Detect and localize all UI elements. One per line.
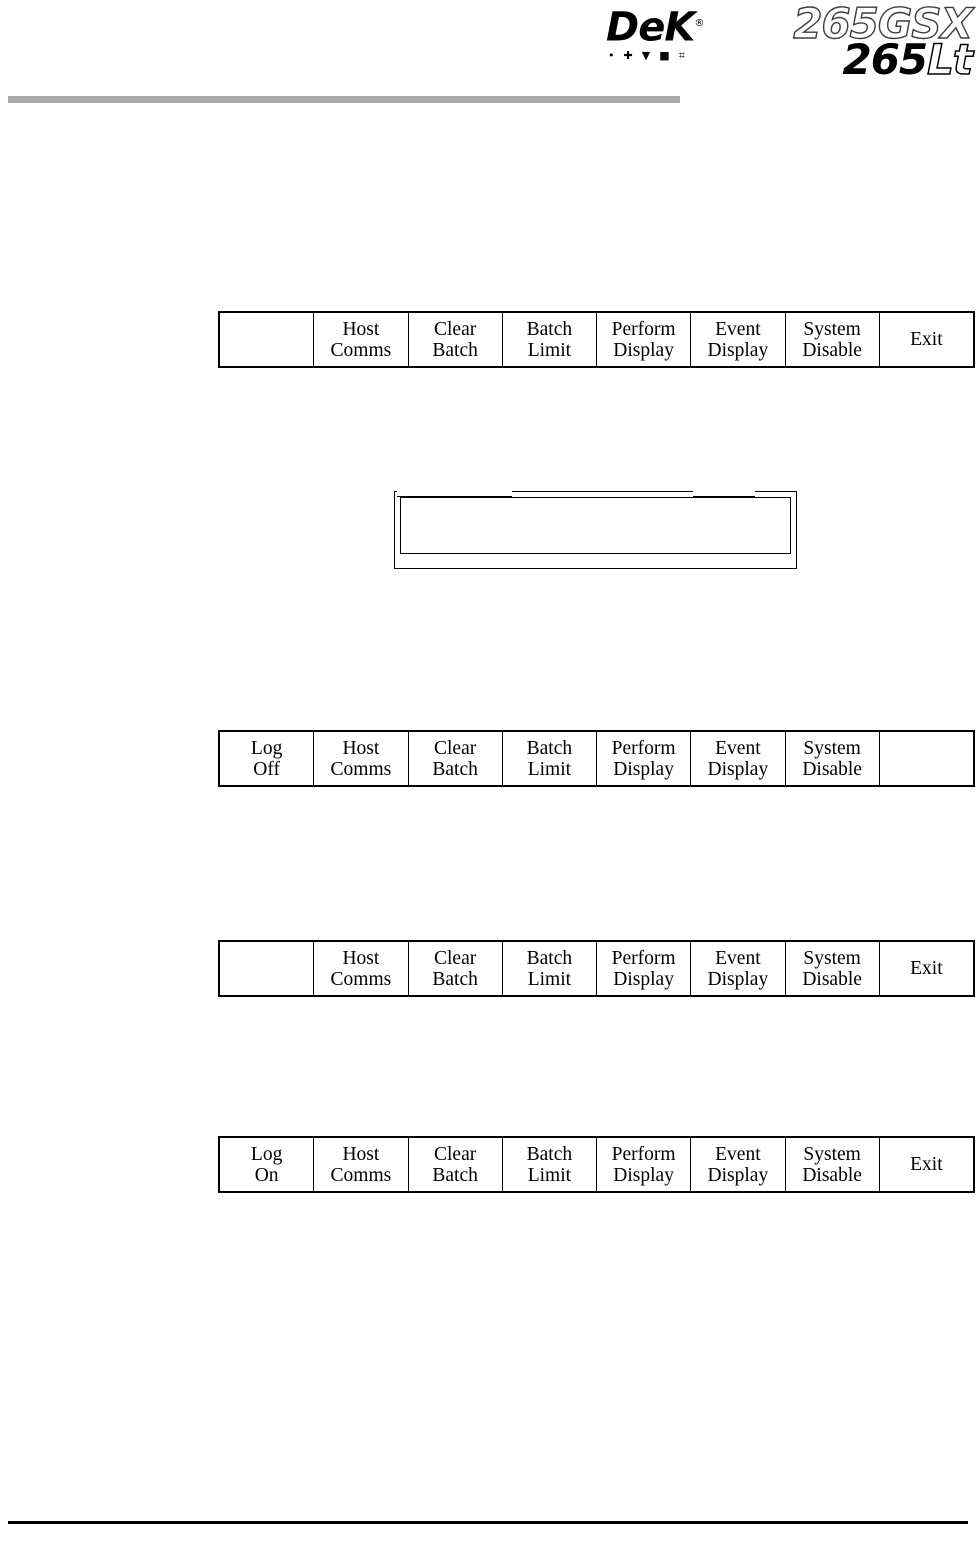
softkey-log-off[interactable] xyxy=(220,732,314,785)
softkey-clear-batch[interactable] xyxy=(409,732,503,785)
softkey-label-line1: Exit xyxy=(910,958,943,979)
softkey-label-line1: Log xyxy=(250,1143,283,1165)
triangle-down-icon: ▼ xyxy=(641,48,651,62)
softkey-label-line1: Event xyxy=(715,318,761,340)
softkey-label-line2: Batch xyxy=(432,968,478,990)
softkey-batch-limit[interactable] xyxy=(503,1138,597,1191)
softkey-blank[interactable] xyxy=(880,732,973,785)
softkey-label-line1: Log xyxy=(250,737,283,759)
softkey-label-line2: Comms xyxy=(330,339,392,361)
square-icon: ■ xyxy=(659,48,670,62)
footer-divider xyxy=(8,1521,968,1524)
softkey-label-line2: Display xyxy=(707,758,769,780)
softkey-blank[interactable] xyxy=(220,942,314,995)
softkey-label-line1: System xyxy=(803,737,861,759)
softkey-label-line1: Host xyxy=(342,947,380,969)
softkey-label-line2: Limit xyxy=(527,968,572,990)
softkey-label-line2: Disable xyxy=(802,1164,862,1186)
softkey-label-line2: Display xyxy=(707,968,769,990)
softkey-system-disable[interactable] xyxy=(786,1138,880,1191)
dek-logo-symbol-row xyxy=(608,48,720,62)
softkey-label-line2: Display xyxy=(613,339,674,361)
softkey-exit[interactable] xyxy=(880,1138,973,1191)
softkey-label-line2: Disable xyxy=(802,968,862,990)
softkey-clear-batch[interactable] xyxy=(409,313,503,366)
softkey-label-line1: Event xyxy=(715,1143,761,1165)
softkey-exit[interactable] xyxy=(880,313,973,366)
softkey-bar-exit-1[interactable] xyxy=(218,311,975,368)
softkey-label-line2: Comms xyxy=(330,968,392,990)
softkey-label-line2: Off xyxy=(253,758,280,780)
softkey-perform-display[interactable] xyxy=(597,313,691,366)
brand-logo-block xyxy=(606,2,972,86)
softkey-label-line1: Batch xyxy=(526,318,573,340)
softkey-event-display[interactable] xyxy=(691,1138,785,1191)
softkey-perform-display[interactable] xyxy=(597,732,691,785)
softkey-label-line2: On xyxy=(254,1164,279,1186)
softkey-label-line1: Perform xyxy=(611,1143,676,1165)
softkey-label-line2: Disable xyxy=(802,339,862,361)
softkey-label-line2: Limit xyxy=(527,1164,572,1186)
softkey-label-line1: Host xyxy=(342,1143,380,1165)
softkey-label-line2: Comms xyxy=(330,1164,392,1186)
softkey-label-line1: Host xyxy=(342,737,380,759)
message-dialog xyxy=(394,491,797,569)
softkey-label-line1: Exit xyxy=(910,329,943,350)
softkey-host-comms[interactable] xyxy=(314,1138,408,1191)
softkey-label-line1: Event xyxy=(715,737,761,759)
softkey-label-line2: Disable xyxy=(802,758,862,780)
softkey-perform-display[interactable] xyxy=(597,1138,691,1191)
softkey-system-disable[interactable] xyxy=(786,942,880,995)
softkey-label-line1: System xyxy=(803,318,861,340)
softkey-clear-batch[interactable] xyxy=(409,942,503,995)
plus-icon: ✚ xyxy=(623,48,633,62)
model-name-lt xyxy=(746,35,972,84)
softkey-blank[interactable] xyxy=(220,313,314,366)
page-header xyxy=(0,0,976,100)
softkey-label-line1: Perform xyxy=(611,318,676,340)
softkey-label-line2: Limit xyxy=(527,339,572,361)
softkey-label-line2: Batch xyxy=(432,339,478,361)
softkey-label-line1: Batch xyxy=(526,947,573,969)
softkey-bar-log-off[interactable] xyxy=(218,730,975,787)
registered-trademark-icon: ® xyxy=(694,18,704,29)
header-divider xyxy=(8,96,680,103)
softkey-label-line1: Clear xyxy=(434,947,477,969)
softkey-label-line2: Display xyxy=(613,1164,674,1186)
softkey-bar-log-on[interactable] xyxy=(218,1136,975,1193)
softkey-batch-limit[interactable] xyxy=(503,732,597,785)
softkey-label-line1: Event xyxy=(715,947,761,969)
softkey-label-line2: Display xyxy=(613,758,674,780)
softkey-label-line2: Limit xyxy=(527,758,572,780)
softkey-event-display[interactable] xyxy=(691,942,785,995)
dek-wordmark-text: DeK xyxy=(606,4,695,51)
softkey-event-display[interactable] xyxy=(691,732,785,785)
softkey-host-comms[interactable] xyxy=(314,313,408,366)
dek-wordmark xyxy=(606,2,732,49)
softkey-label-line1: Clear xyxy=(434,318,477,340)
softkey-perform-display[interactable] xyxy=(597,942,691,995)
model-name-gsx: 265GSX xyxy=(793,0,972,48)
softkey-log-on[interactable] xyxy=(220,1138,314,1191)
softkey-label-line1: System xyxy=(803,947,861,969)
softkey-system-disable[interactable] xyxy=(786,313,880,366)
softkey-event-display[interactable] xyxy=(691,313,785,366)
softkey-label-line1: System xyxy=(803,1143,861,1165)
softkey-host-comms[interactable] xyxy=(314,942,408,995)
dot-icon: • xyxy=(608,48,615,62)
softkey-label-line2: Batch xyxy=(432,758,478,780)
softkey-label-line1: Exit xyxy=(910,1154,943,1175)
softkey-label-line2: Display xyxy=(707,339,769,361)
softkey-label-line1: Clear xyxy=(434,737,477,759)
model-suffix: Lt xyxy=(927,35,972,84)
softkey-label-line1: Batch xyxy=(526,1143,573,1165)
softkey-host-comms[interactable] xyxy=(314,732,408,785)
softkey-system-disable[interactable] xyxy=(786,732,880,785)
softkey-label-line1: Perform xyxy=(611,947,676,969)
model-wordmark xyxy=(746,2,972,86)
softkey-bar-exit-2[interactable] xyxy=(218,940,975,997)
softkey-label-line2: Comms xyxy=(330,758,392,780)
softkey-label-line2: Display xyxy=(613,968,674,990)
softkey-label-line2: Display xyxy=(707,1164,769,1186)
dek-logo xyxy=(606,2,732,68)
softkey-label-line1: Batch xyxy=(526,737,573,759)
softkey-label-line2: Batch xyxy=(432,1164,478,1186)
grid-icon: ⌗ xyxy=(678,48,685,62)
model-number: 265 xyxy=(842,35,928,84)
softkey-batch-limit[interactable] xyxy=(503,942,597,995)
softkey-batch-limit[interactable] xyxy=(503,313,597,366)
softkey-label-line1: Host xyxy=(342,318,380,340)
softkey-label-line1: Clear xyxy=(434,1143,477,1165)
softkey-clear-batch[interactable] xyxy=(409,1138,503,1191)
softkey-label-line1: Perform xyxy=(611,737,676,759)
dialog-inner-frame xyxy=(400,497,791,554)
softkey-exit[interactable] xyxy=(880,942,973,995)
